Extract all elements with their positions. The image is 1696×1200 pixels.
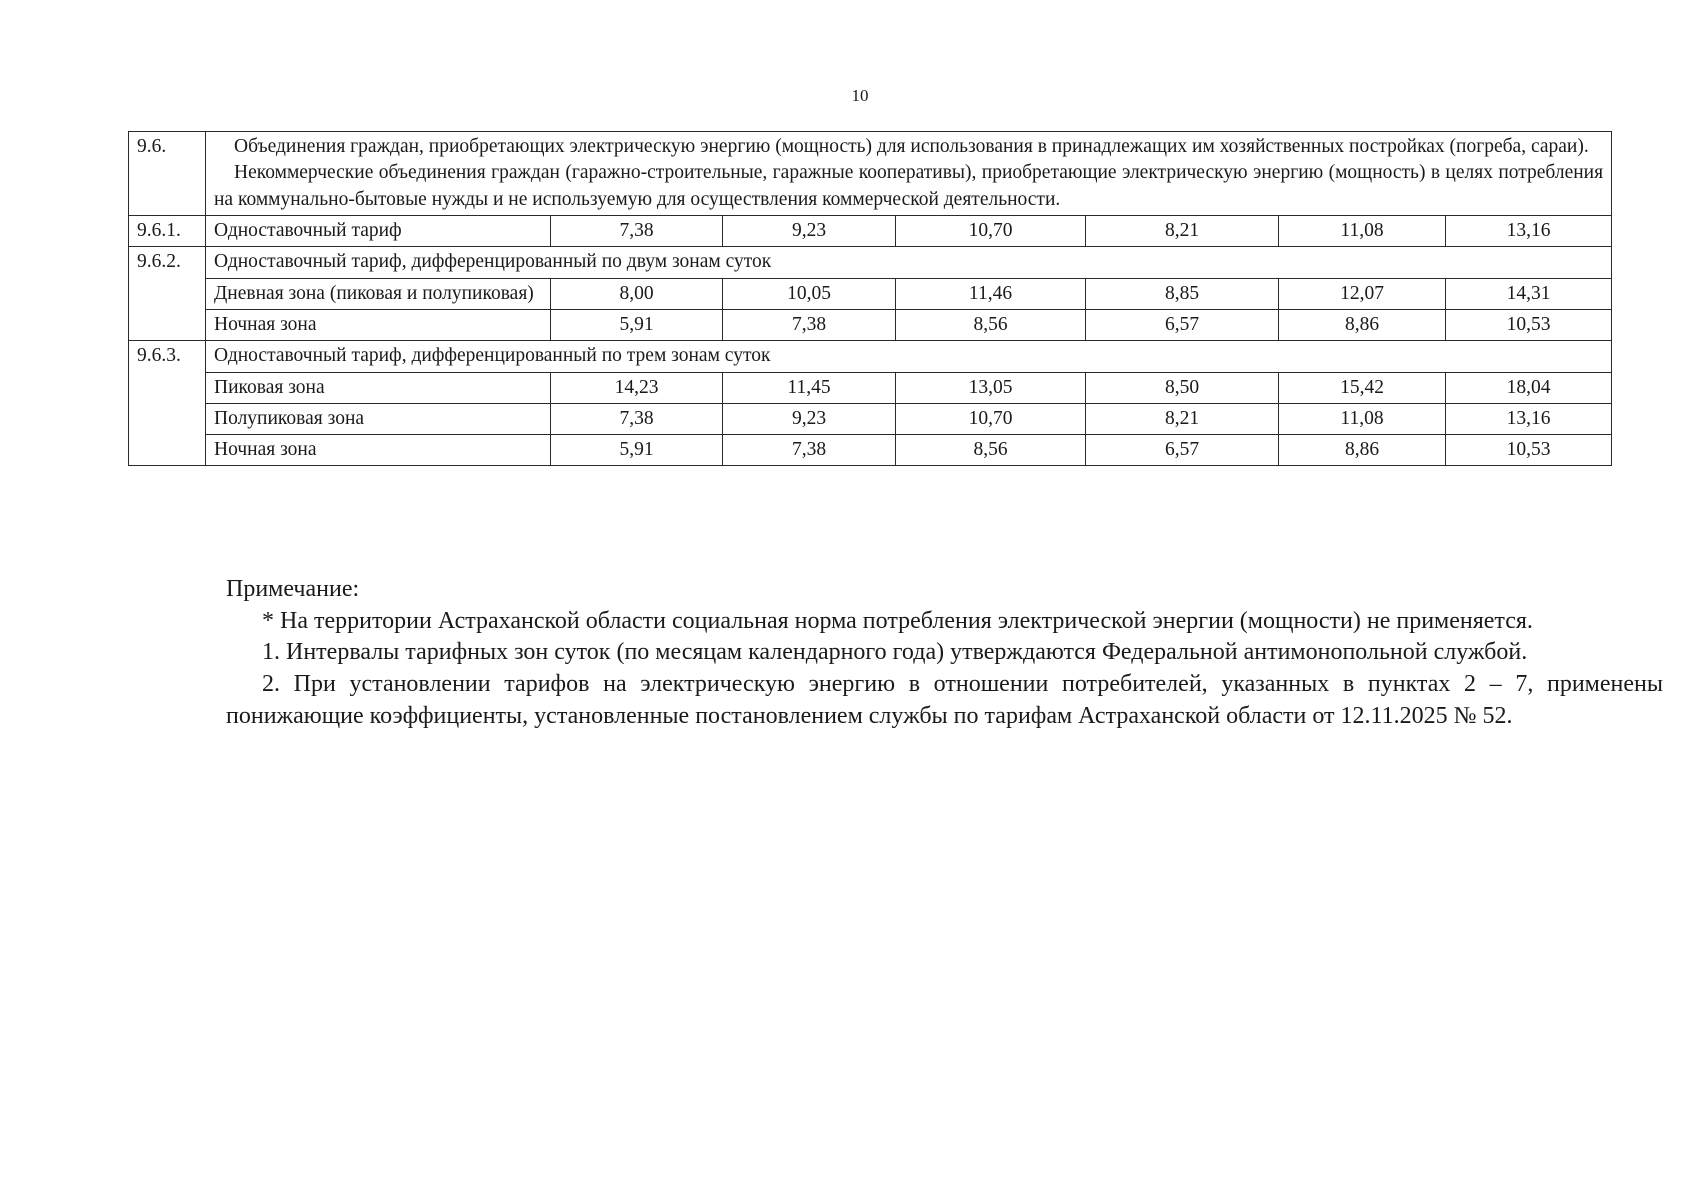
tariff-cell: 9,23 xyxy=(723,403,896,434)
row-label: Одноставочный тариф xyxy=(206,215,551,246)
tariff-cell: 7,38 xyxy=(723,435,896,466)
tariff-cell: 11,46 xyxy=(896,278,1086,309)
tariff-cell: 8,85 xyxy=(1086,278,1279,309)
tariff-cell: 11,45 xyxy=(723,372,896,403)
tariff-cell: 13,05 xyxy=(896,372,1086,403)
notes-title: Примечание: xyxy=(226,576,360,602)
section-paragraph-2: Некоммерческие объединения граждан (гаражно-строительные, гаражные кооперативы), приобретающие электрическую энергию (мощность) в целях потребления на коммунально-бытовые нужды и не используемую для осуществления коммерческой деятельности. xyxy=(214,162,1604,210)
tariff-cell: 18,04 xyxy=(1446,372,1612,403)
table-row xyxy=(129,435,1612,466)
row-number-9-6-1: 9.6.1. xyxy=(129,215,206,246)
tariff-cell: 14,31 xyxy=(1446,278,1612,309)
row-label: Дневная зона (пиковая и полупиковая) xyxy=(206,278,551,309)
tariff-cell: 8,21 xyxy=(1086,403,1279,434)
tariff-cell: 10,05 xyxy=(723,278,896,309)
tariff-cell: 13,16 xyxy=(1446,215,1612,246)
tariff-table xyxy=(128,131,1612,466)
tariff-cell: 15,42 xyxy=(1279,372,1446,403)
section-paragraph-1: Объединения граждан, приобретающих электрическую энергию (мощность) для использования в принадлежащих им хозяйственных постройках (погреба, сараи). xyxy=(234,136,1589,157)
row-label: Ночная зона xyxy=(206,309,551,340)
table-row xyxy=(129,278,1612,309)
table-row-9-6-3 xyxy=(129,341,1612,372)
tariff-cell: 12,07 xyxy=(1279,278,1446,309)
table-row xyxy=(129,372,1612,403)
section-description xyxy=(206,132,1612,216)
tariff-cell: 11,08 xyxy=(1279,215,1446,246)
tariff-cell: 8,00 xyxy=(551,278,723,309)
row-number-9-6: 9.6. xyxy=(129,132,206,216)
row-label: Полупиковая зона xyxy=(206,403,551,434)
row-number-9-6-2: 9.6.2. xyxy=(129,247,206,341)
table-row-9-6 xyxy=(129,132,1612,216)
note-item: 1. Интервалы тарифных зон суток (по месяцам календарного года) утверждаются Федеральной антимонопольной службой. xyxy=(262,639,1528,666)
tariff-cell: 10,70 xyxy=(896,215,1086,246)
tariff-cell: 7,38 xyxy=(551,215,723,246)
page-number: 10 xyxy=(851,86,869,105)
note-item: 2. При установлении тарифов на электрическую энергию в отношении потребителей, указанных в пунктах 2 – 7, применены понижающие коэффициенты, установленные постановлением службы по тарифам Астраханской области от 12.11.2025 № 52. xyxy=(226,671,1663,729)
tariff-cell: 8,56 xyxy=(896,309,1086,340)
tariff-cell: 10,53 xyxy=(1446,309,1612,340)
tariff-cell: 6,57 xyxy=(1086,309,1279,340)
table-row xyxy=(129,403,1612,434)
tariff-cell: 13,16 xyxy=(1446,403,1612,434)
row-label: Одноставочный тариф, дифференцированный по трем зонам суток xyxy=(206,341,1612,372)
tariff-cell: 6,57 xyxy=(1086,435,1279,466)
tariff-cell: 9,23 xyxy=(723,215,896,246)
row-label: Ночная зона xyxy=(206,435,551,466)
tariff-cell: 14,23 xyxy=(551,372,723,403)
row-label: Одноставочный тариф, дифференцированный по двум зонам суток xyxy=(206,247,1612,278)
note-item: * На территории Астраханской области социальная норма потребления электрической энергии (мощности) не применяется. xyxy=(262,607,1533,634)
tariff-cell: 10,53 xyxy=(1446,435,1612,466)
tariff-cell: 5,91 xyxy=(551,309,723,340)
table-row-9-6-2 xyxy=(129,247,1612,278)
tariff-cell: 8,21 xyxy=(1086,215,1279,246)
tariff-cell: 8,86 xyxy=(1279,435,1446,466)
tariff-cell: 10,70 xyxy=(896,403,1086,434)
tariff-cell: 8,56 xyxy=(896,435,1086,466)
tariff-cell: 11,08 xyxy=(1279,403,1446,434)
table-row xyxy=(129,309,1612,340)
row-number-9-6-3: 9.6.3. xyxy=(129,341,206,466)
notes-block xyxy=(226,574,1663,732)
table-row-9-6-1 xyxy=(129,215,1612,246)
tariff-cell: 7,38 xyxy=(551,403,723,434)
tariff-cell: 8,86 xyxy=(1279,309,1446,340)
tariff-cell: 5,91 xyxy=(551,435,723,466)
row-label: Пиковая зона xyxy=(206,372,551,403)
tariff-cell: 7,38 xyxy=(723,309,896,340)
tariff-cell: 8,50 xyxy=(1086,372,1279,403)
